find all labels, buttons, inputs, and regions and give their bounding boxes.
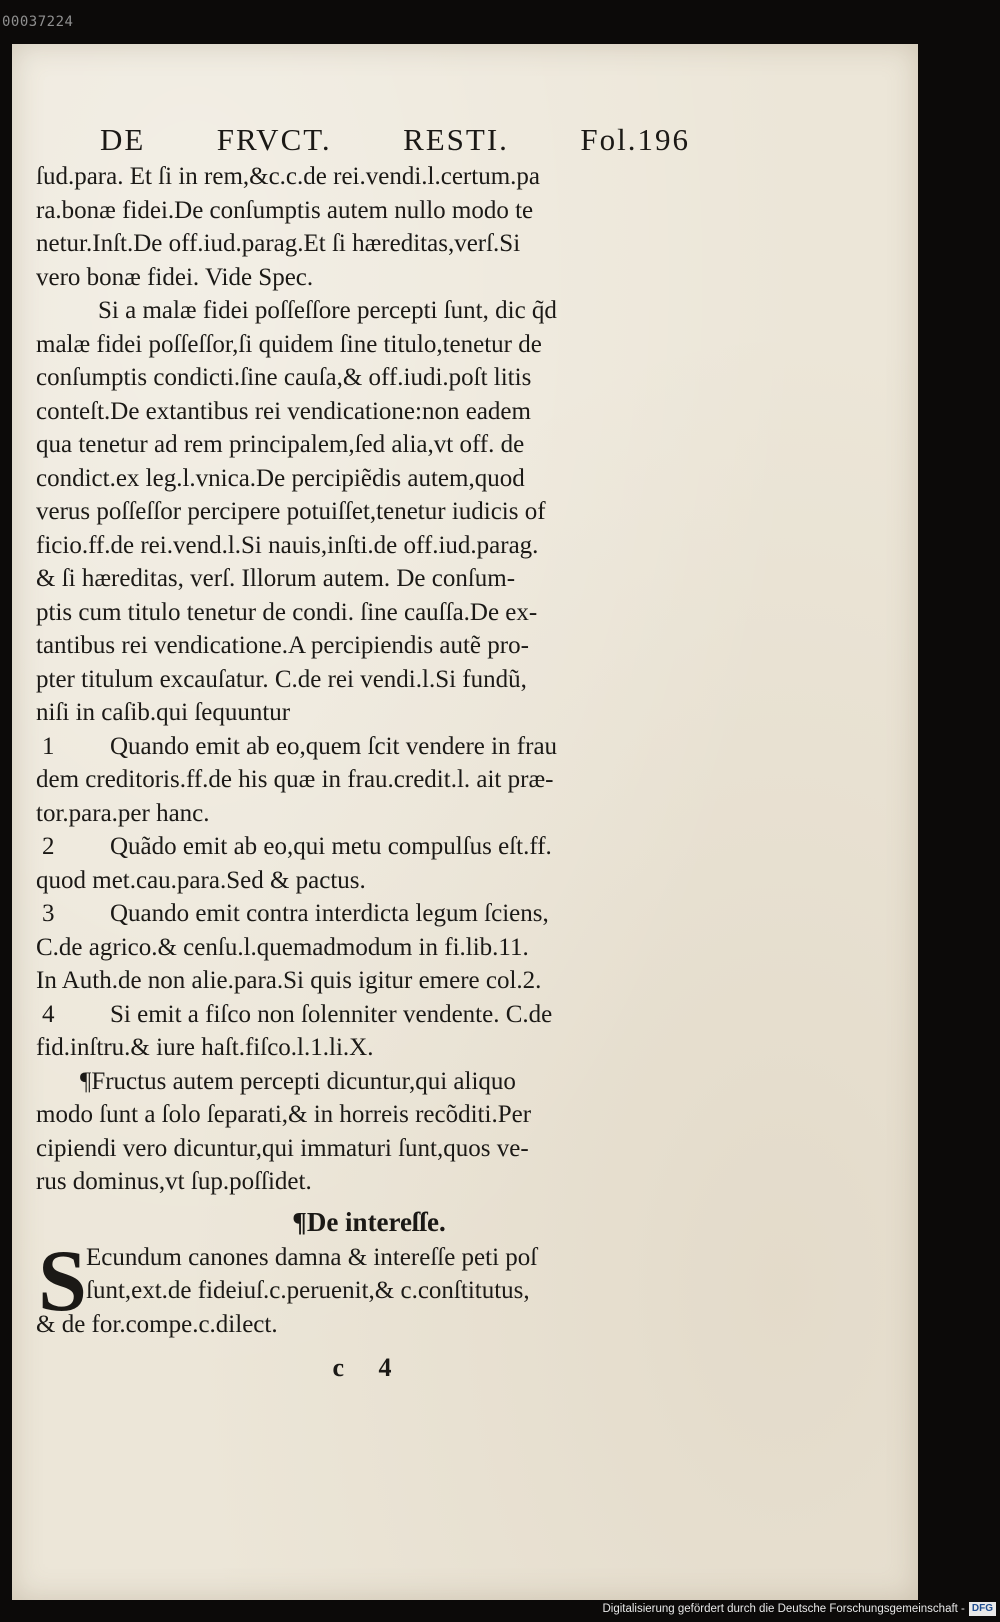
drop-cap: S: [38, 1232, 87, 1330]
header-folio: Fol.196: [580, 122, 690, 157]
text-line: Quãdo emit ab eo,qui metu compulſus eſt.ff.: [110, 833, 552, 860]
footer-text: Digitalisierung gefördert durch die Deutsche Forschungsgemeinschaft -: [602, 1603, 965, 1615]
text-line: qua tenetur ad rem principalem,ſed alia,vt off. de: [36, 431, 525, 458]
text-line: Quando emit ab eo,quem ſcit vendere in frau: [110, 732, 558, 760]
numbered-list: [36, 730, 702, 1065]
text-line: In Auth.de non alie.para.Si quis igitur emere col.2.: [36, 967, 542, 994]
text-line: ra.bonæ fidei.De conſumptis autem nullo modo te: [36, 196, 534, 224]
list-item: [36, 730, 702, 764]
text-line: niſi in caſib.qui ſequuntur: [36, 699, 291, 726]
text-line: rus dominus,vt ſup.poſſidet.: [36, 1168, 312, 1195]
scan-id-label: 00037224: [2, 14, 74, 30]
item-number: 1: [42, 732, 55, 760]
text-line: ptis cum titulo tenetur de condi. ſine cauſſa.De ex-: [36, 598, 538, 626]
header-center: FRVCT.: [216, 122, 332, 157]
text-line: ſunt,ext.de fideiuſ.c.peruenit,& c.conſtitutus,: [86, 1277, 530, 1304]
dfg-logo: DFG: [969, 1602, 996, 1616]
text-line: ¶Fructus autem percepti dicuntur,qui aliquo: [80, 1067, 516, 1095]
item-number: 3: [42, 900, 55, 927]
text-line: conſumptis condicti.ſine cauſa,& off.iudi.poſt litis: [36, 364, 532, 391]
text-line: fid.inſtru.& iure haſt.fiſco.l.1.li.X.: [36, 1034, 374, 1061]
section-title: ¶De intereſſe.: [292, 1206, 446, 1237]
text-line: Si a malæ fidei poſſeſſore percepti ſunt, dic q̃d: [98, 297, 557, 324]
header-left: DE: [100, 122, 146, 157]
digitization-footer: [602, 1602, 996, 1616]
list-item: [36, 897, 702, 931]
paragraph-2: [36, 294, 702, 730]
signature-mark: c 4: [332, 1353, 406, 1382]
text-line: cipiendi vero dicuntur,qui immaturi ſunt,quos ve-: [36, 1134, 529, 1162]
text-line: Si emit a fiſco non ſolenniter vendente. C.de: [110, 1000, 553, 1028]
header-right-title: RESTI.: [403, 122, 509, 157]
list-item: [36, 830, 702, 864]
text-line: conteſt.De extantibus rei vendicatione:non eadem: [36, 397, 531, 425]
text-line: & de for.compe.c.dilect.: [36, 1310, 278, 1338]
text-line: ficio.ff.de rei.vend.l.Si nauis,inſti.de off.iud.parag.: [36, 531, 539, 559]
text-line: malæ fidei poſſeſſor,ſi quidem ſine titulo,tenetur de: [36, 330, 542, 358]
text-line: condict.ex leg.l.vnica.De percipiẽdis autem,quod: [36, 464, 525, 492]
text-line: tantibus rei vendicatione.A percipiendis autẽ pro-: [36, 632, 529, 659]
item-number: 4: [42, 1000, 55, 1028]
text-line: & ſi hæreditas, verſ. Illorum autem. De conſum-: [36, 565, 516, 592]
text-line: modo ſunt a ſolo ſeparati,& in horreis recõditi.Per: [36, 1101, 532, 1128]
paragraph-1: [36, 160, 702, 294]
item-number: 2: [42, 833, 55, 860]
text-line: ſud.para. Et ſi in rem,&c.c.de rei.vendi.l.certum.pa: [36, 163, 540, 190]
list-item: [36, 998, 702, 1032]
text-line: pter titulum excauſatur. C.de rei vendi.l.Si fundũ,: [36, 665, 527, 693]
section-body: [36, 1232, 702, 1342]
text-line: dem creditoris.ff.de his quæ in frau.credit.l. ait præ-: [36, 766, 554, 793]
text-line: vero bonæ fidei. Vide Spec.: [36, 263, 314, 291]
text-line: verus poſſeſſor percipere potuiſſet,tenetur iudicis of: [36, 498, 546, 525]
text-line: netur.Inſt.De off.iud.parag.Et ſi hæreditas,verſ.Si: [36, 230, 521, 257]
page-text: [36, 119, 702, 1385]
book-page: [12, 44, 918, 1600]
text-line: Quando emit contra interdicta legum ſciens,: [110, 900, 549, 927]
running-header: [36, 119, 702, 160]
text-line: C.de agrico.& cenſu.l.quemadmodum in fi.lib.11.: [36, 933, 529, 961]
text-line: Ecundum canones damna & intereſſe peti poſ: [86, 1243, 538, 1271]
paragraph-3: [36, 1065, 702, 1199]
text-line: tor.para.per hanc.: [36, 799, 210, 827]
text-line: quod met.cau.para.Sed & pactus.: [36, 866, 366, 894]
